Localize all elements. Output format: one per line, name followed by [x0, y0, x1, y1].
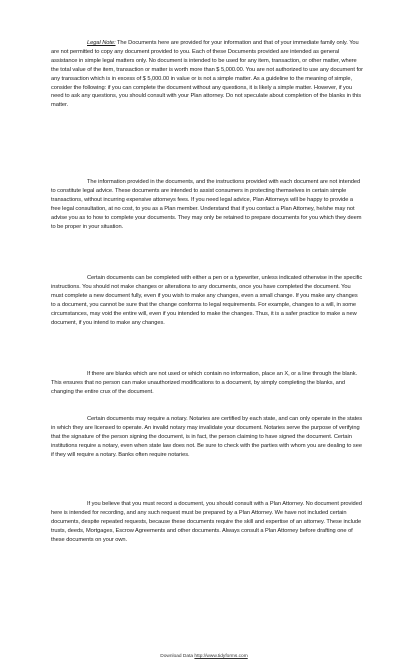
recording-paragraph — [51, 500, 363, 545]
legal-note-paragraph — [51, 39, 363, 110]
footer-url-link[interactable]: http://www.tidyforms.com — [194, 654, 248, 659]
completion-text: Certain documents can be completed with either a pen or a typewriter, unless indicated otherwise in the specific instructions. You should not make changes or alterations to any documents, once you have completed the document. You must complete a new document fully, even if you wish to make any changes, even a small change. If you make any changes to a document, you cannot be sure that the change conforms to legal requirements. For example, changes to a will, in some circumstances, may void the entire will, even if you intended to make the changes. Thus, it is a safer practice to make a new document, if you intend to make any changes. — [51, 275, 363, 326]
footer-prefix: Download Data — [160, 654, 195, 659]
notary-text: Certain documents may require a notary. Notaries are certified by each state, and can only operate in the states in which they are licensed to operate. An invalid notary may invalidate your document. Notaries serve the purpose of verifying that the signature of the person signing the document, is in fact, the person claiming to have signed the document. Certain institutions require a notary, even when state law does not. Be sure to check with the parties with whom you are dealing to see if they will require a notary. Banks often require notaries. — [51, 416, 363, 458]
legal-note-label: Legal Note: — [87, 40, 116, 46]
legal-advice-paragraph — [51, 178, 363, 231]
notary-paragraph — [51, 415, 363, 460]
legal-advice-text: The information provided in the documents, and the instructions provided with each document are not intended to constitute legal advice. These documents are intended to assist consumers in protecting themselves in certain simple transactions, without incurring expensive attorneys fees. If you need legal advice, Plan Attorneys will be happy to provide a free legal consultation, at no cost, to you as a Plan member. Understand that if you contact a Plan Attorney, he/she may not advise you as to how to complete your documents. They may only be retained to prepare documents for you which they deem to be proper in your situation. — [51, 179, 362, 230]
blanks-text: If there are blanks which are not used or which contain no information, place an X, or a line through the blank. This ensures that no person can make unauthorized modifications to a document, by simply completing the blanks, and changing the entire crux of the document. — [51, 371, 358, 395]
completion-paragraph — [51, 274, 363, 327]
blanks-paragraph — [51, 370, 363, 397]
page-footer — [0, 654, 408, 660]
recording-text: If you believe that you must record a document, you should consult with a Plan Attorney. No document provided here is intended for recording, and any such request must be prepared by a Plan Attorney. We have not included certain documents, despite repeated requests, because these documents require the skill and expertise of an attorney. These include trusts, deeds, Mortgages, Escrow Agreements and other documents. Always consult a Plan Attorney before drafting one of these documents on your own. — [51, 501, 362, 543]
legal-note-text: The Documents here are provided for your information and that of your immediate family only. You are not permitted to copy any document provided to you. Each of these Documents provided are intended as general assistance in simple legal matters only. No document is intended to be used for any item, transaction, or other matter, where the total value of the item, transaction or matter is worth more than $ 5,000.00. You are not authorized to use any document for any transaction which is in excess of $ 5,000.00 in value or is not a simple matter. As a guideline to the meaning of simple, consider the following: if you can complete the document without any questions, it is likely a simple matter. However, if you need to ask any questions, you should consult with your Plan attorney. Do not speculate about completion of the blanks in this matter. — [51, 40, 363, 109]
